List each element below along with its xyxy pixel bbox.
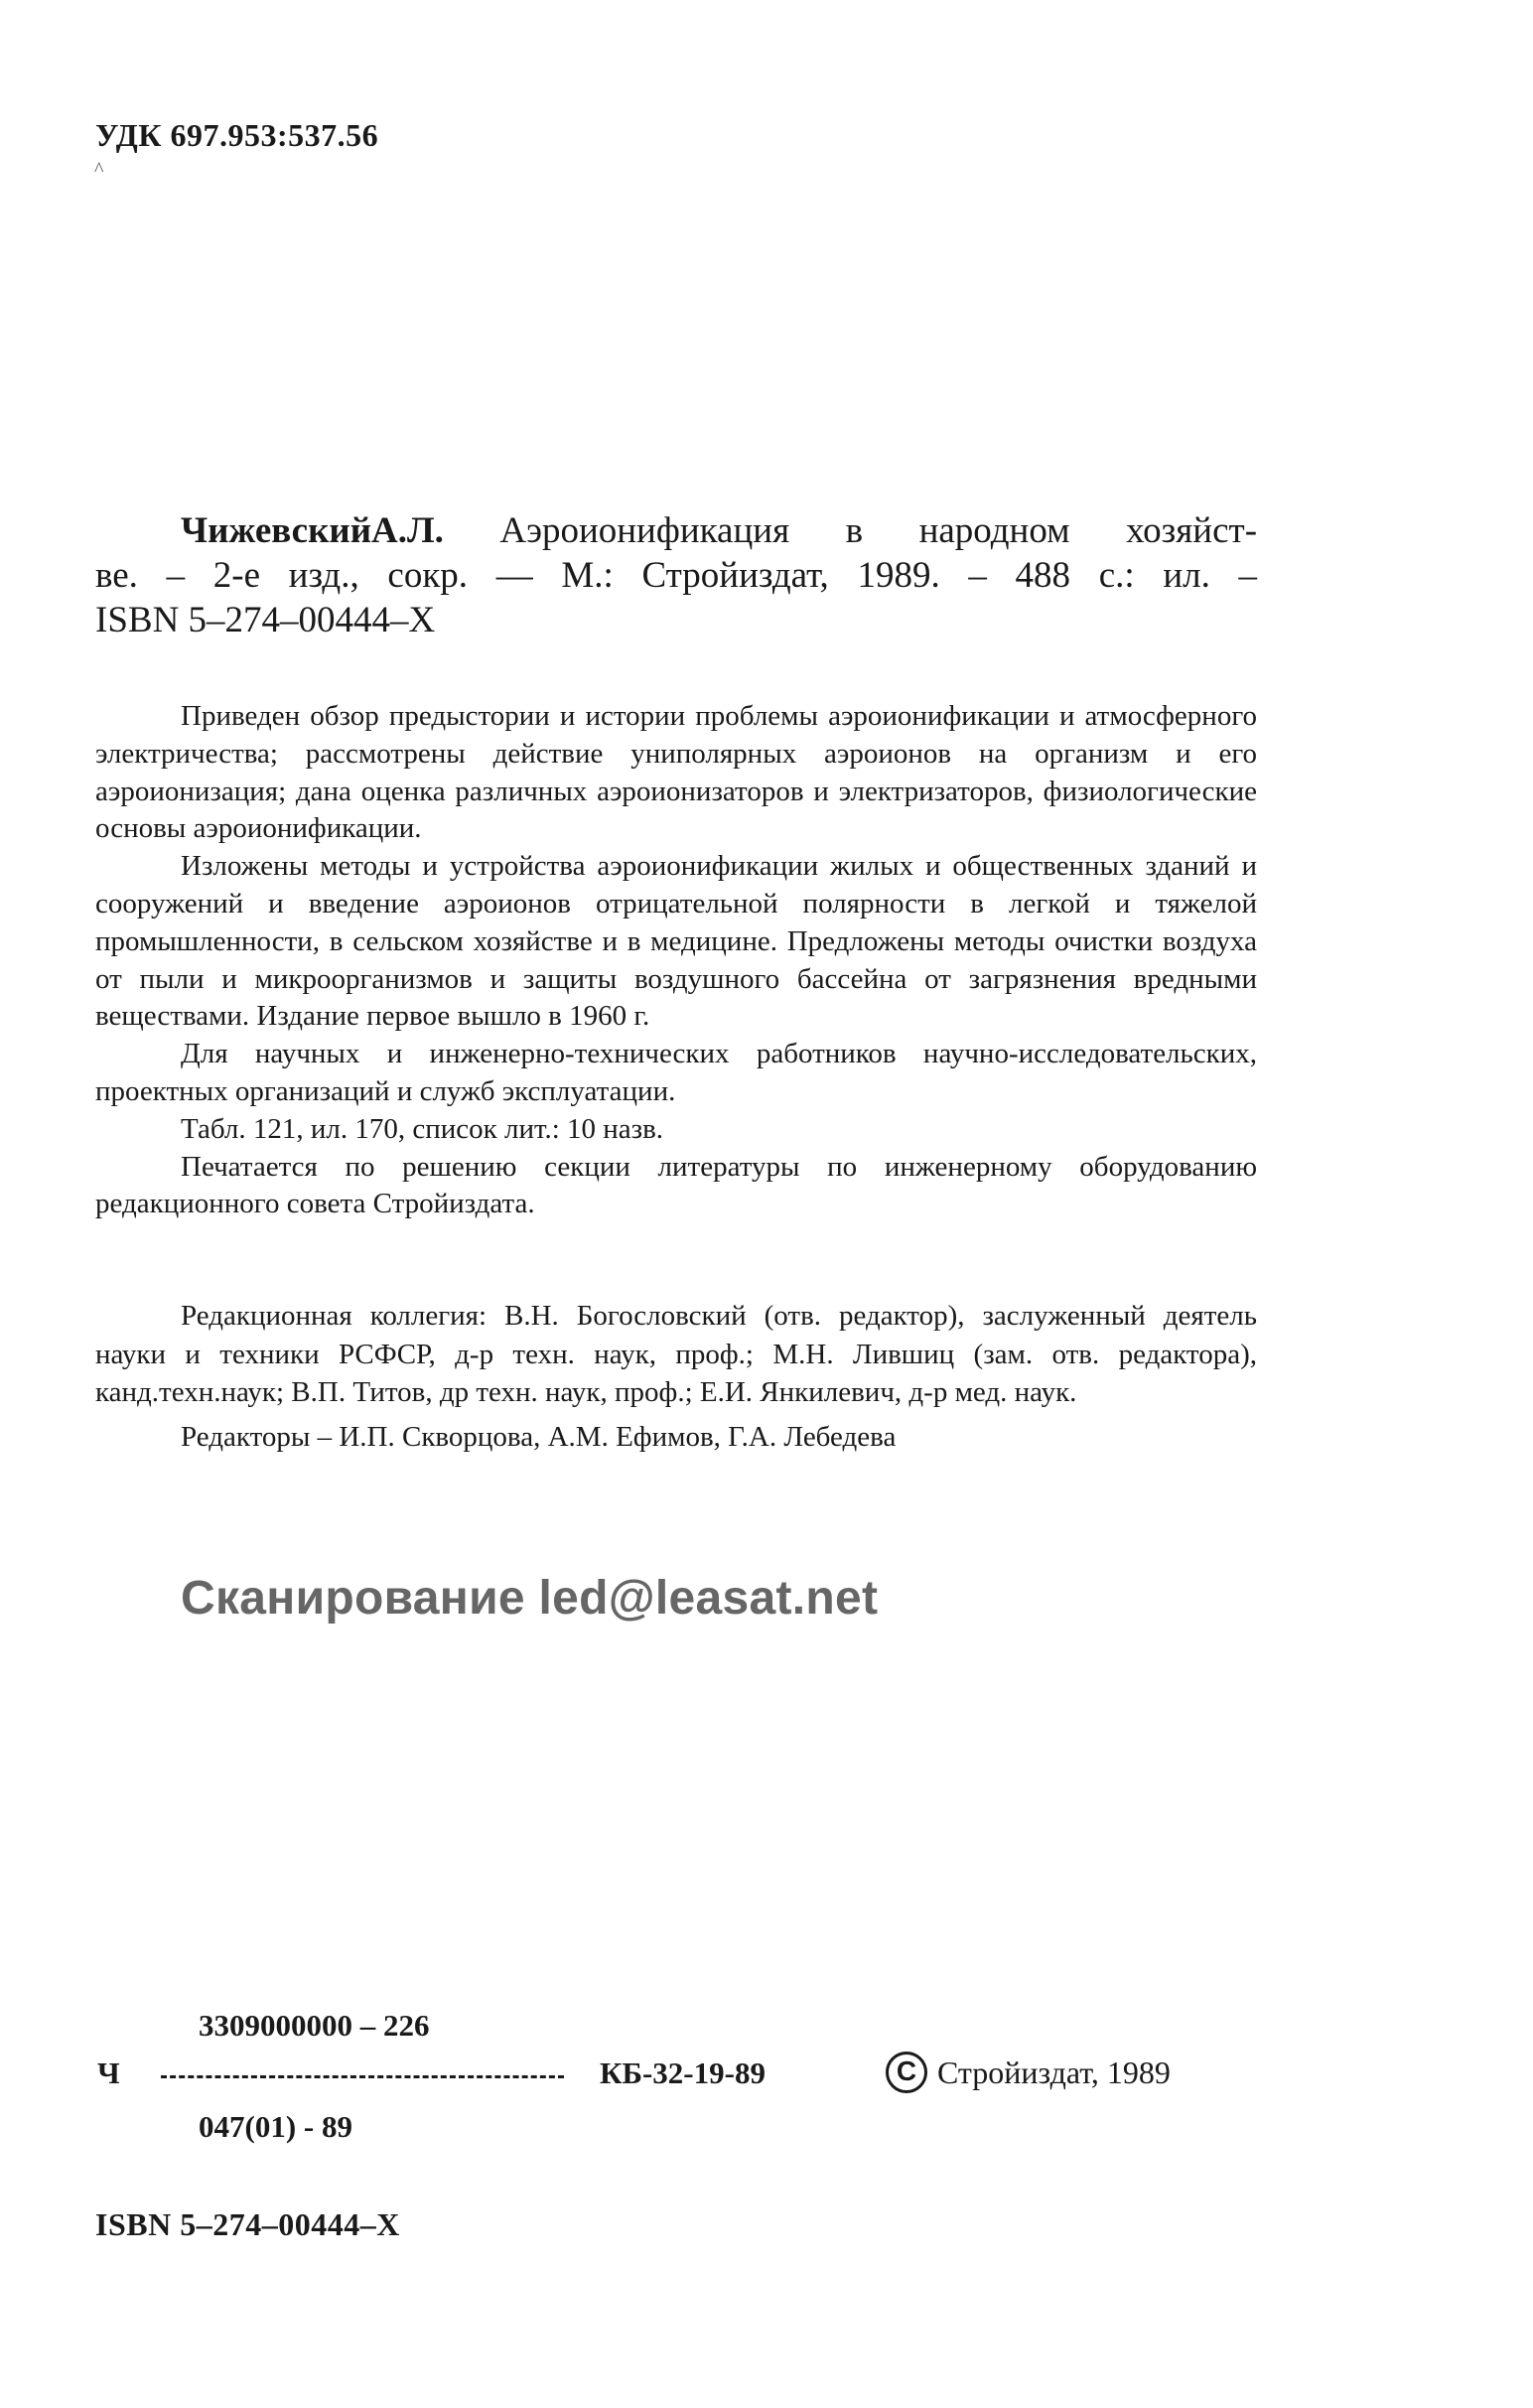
editorial-board: Редакционная коллегия: В.Н. Богословский (отв. редактор), заслуженный деятель науки и техники РСФСР, д-р техн. наук, проф.; М.Н. Лившиц (зам. отв. редактора), канд.техн.наук; В.П. Титов, др техн. наук, проф.; Е.И. Янкилевич, д-р мед. наук.	[95, 1300, 1257, 1408]
annotation-stats: Табл. 121, ил. 170, список лит.: 10 назв.	[181, 1112, 664, 1145]
scan-credit: Сканирование led@leasat.net	[181, 1572, 879, 1625]
copyright-notice	[886, 2052, 1171, 2093]
catalog-numerator: 3309000000 – 226	[199, 2008, 430, 2043]
citation-isbn: ISBN 5–274–00444–X	[95, 600, 436, 640]
editors-list: Редакторы – И.П. Скворцова, А.М. Ефимов, Г.А. Лебедева	[181, 1420, 897, 1453]
catalog-letter: Ч	[97, 2055, 120, 2090]
annotation-approval: Печатается по решению секции литературы по инженерному оборудованию редакционного совета Стройиздата.	[95, 1150, 1257, 1220]
annotation-paragraph: Изложены методы и устройства аэроионификации жилых и общественных зданий и сооружений и введение аэроионов отрицательной полярности в легкой и тяжелой промышленности, в сельском хозяйстве и в медицине. Предложены методы очистки воздуха от пыли и микроорганизмов и защиты воздушного бассейна от загрязнения вредными веществами. Издание первое вышло в 1960 г.	[95, 850, 1257, 1033]
isbn: ISBN 5–274–00444–X	[95, 2206, 400, 2242]
udc-code: УДК 697.953:537.56	[95, 117, 379, 153]
catalog-kb-code: КБ-32-19-89	[600, 2055, 766, 2090]
annotation-paragraph: Для научных и инженерно-технических работников научно-исследовательских, проектных организаций и служб эксплуатации.	[95, 1038, 1257, 1107]
citation-line-1	[95, 508, 1257, 553]
citation-title: Аэроионификация в народном хозяйст-	[499, 510, 1258, 551]
bibliographic-citation	[95, 508, 1257, 642]
catalog-denominator: 047(01) - 89	[199, 2109, 352, 2144]
citation-author: ЧижевскийА.Л.	[181, 510, 444, 551]
catalog-fraction-line	[161, 2075, 564, 2078]
citation-line-2: ве. – 2-е изд., сокр. — М.: Стройиздат, 1989. – 488 с.: ил. –	[95, 555, 1257, 596]
stray-mark: ^	[94, 159, 104, 181]
annotation	[95, 698, 1257, 1223]
annotation-paragraph: Приведен обзор предыстории и истории проблемы аэроионификации и атмосферного электричества; рассмотрены действие униполярных аэроионов на организм и его аэроионизация; дана оценка различных аэроионизаторов и электризаторов, физиологические основы аэроионификации.	[95, 700, 1257, 845]
editorial-block	[95, 1297, 1257, 1456]
copyright-icon: C	[886, 2052, 927, 2093]
copyright-text: Стройиздат, 1989	[937, 2054, 1171, 2090]
